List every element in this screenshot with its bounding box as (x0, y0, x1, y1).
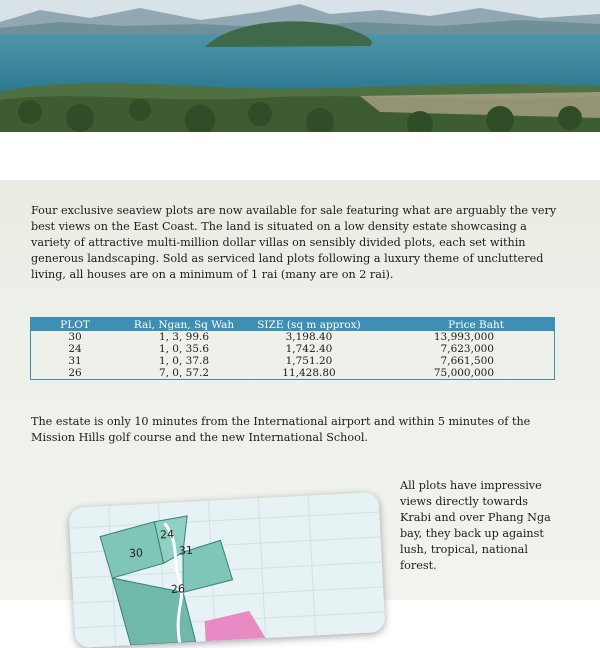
cell-rai: 1, 3, 99.6 (158, 331, 210, 343)
intro-paragraph: Four exclusive seaview plots are now available for sale featuring what are arguably the very best views on the East Coast. The land is situated on a low density estate showcasing a variety of attractive multi-million dollar villas on sensibly divided plots, each set within generous landscaping. Sold as serviced land plots following a luxury theme of uncluttered living, all houses are on a minimum of 1 rai (many are on 2 rai). (31, 204, 557, 281)
column-header-rai: Rai, Ngan, Sq Wah (119, 318, 249, 332)
table-row (31, 343, 555, 355)
column-header-size: SIZE (sq m approx) (249, 318, 369, 332)
cell-size: 11,428.80 (282, 367, 336, 379)
table-row (31, 331, 555, 343)
hero-seaview-photo (0, 0, 600, 132)
cell-rai: 1, 0, 37.8 (158, 355, 210, 367)
plots-table (30, 317, 555, 380)
cell-plot: 26 (68, 367, 82, 379)
plot-label-31: 31 (178, 543, 194, 558)
plot-label-24: 24 (159, 527, 175, 542)
cell-price: 7,661,500 (440, 355, 494, 367)
cell-price: 7,623,000 (440, 343, 494, 355)
cell-plot: 30 (68, 331, 82, 343)
cell-size: 3,198.40 (285, 331, 333, 343)
cell-rai: 1, 0, 35.6 (158, 343, 210, 355)
cell-price: 75,000,000 (433, 367, 494, 379)
table-row (31, 355, 555, 367)
cell-size: 1,742.40 (285, 343, 333, 355)
cell-rai: 7, 0, 57.2 (158, 367, 210, 379)
column-header-price: Price Baht (369, 318, 555, 332)
views-paragraph: All plots have impressive views directly towards Krabi and over Phang Nga bay, they back up against lush, tropical, national forest. (400, 479, 551, 572)
estate-location-paragraph: The estate is only 10 minutes from the International airport and within 5 minutes of the Mission Hills golf course and the new International School. (31, 415, 531, 444)
column-header-plot: PLOT (31, 318, 120, 332)
table-row (31, 367, 555, 380)
plot-label-26: 26 (170, 582, 186, 596)
cell-plot: 31 (68, 355, 82, 367)
plot-map-image (69, 492, 386, 648)
cell-plot: 24 (68, 343, 82, 355)
table-header-row (31, 318, 555, 332)
cell-price: 13,993,000 (433, 331, 494, 343)
plot-label-30: 30 (128, 546, 144, 561)
cell-size: 1,751.20 (285, 355, 333, 367)
